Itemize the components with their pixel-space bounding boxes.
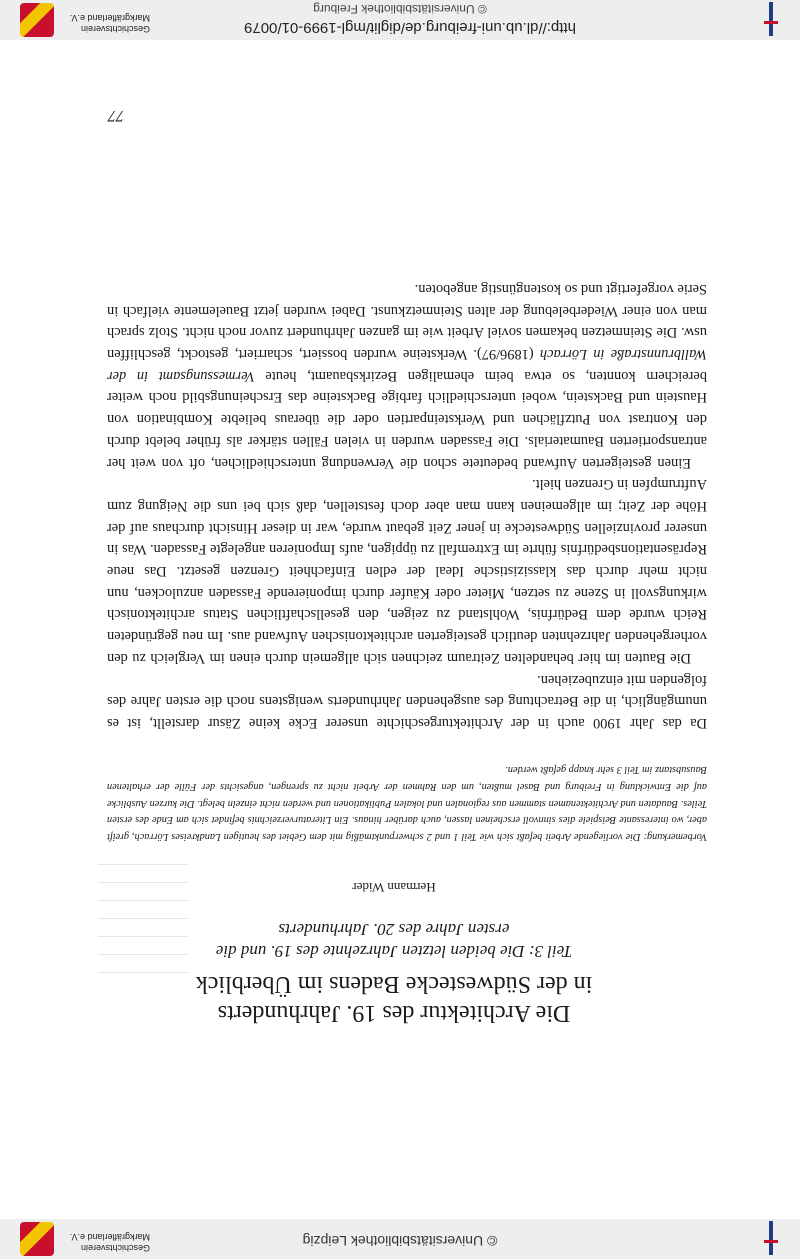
preface-note: Vorbemerkung: Die vorliegende Arbeit befaßt sich wie Teil 1 und 2 schwerpunktmäßig mit dem Gebiet des heutigen Landkreises Lörrach, greift aber, wo interessante Beispiele dies sinnvoll erscheinen lassen, auch darüber hinaus. Ein Literaturverzeichnis befindet sich am Ende des ersten Teiles. Baudaten und Architektenamen stammen aus regionalen und lokalen Publikationen und werden nicht einzeln belegt. Die kurzen Ausblicke auf die Entwicklung in Freiburg und Basel mußten, um den Rahmen der Arbeit nicht zu sprengen, angesichts der Fülle der erhaltenen Bausubstanz im Teil 3 sehr knapp gefaßt werden. [107, 764, 707, 842]
article-title: Die Architektur des 19. Jahrhunderts in der Südwestecke Badens im Überblick [195, 971, 593, 1026]
page-number: 77 [108, 107, 124, 124]
header-band [0, 1219, 800, 1259]
bleed-through-shadow [98, 864, 188, 974]
article-body [107, 277, 707, 733]
page-url[interactable]: http://dl.ub.uni-freiburg.de/diglit/mgl-1999-01/0079 [244, 19, 576, 36]
society-name: Geschichtsverein Markgräflerland e.V. [69, 1232, 150, 1253]
library-logo-icon [764, 1221, 778, 1255]
author-name: Hermann Wider [352, 880, 436, 895]
paragraph-2: Die Bauten im hier behandelten Zeitraum zeichnen sich allgemein durch einen im Vergleich zu den vorhergehenden Jahrzehnten deutlich gesteigerten architektonischen Aufwand aus. Im neu gegründeten Reich wurde dem Bedürfnis, Wohlstand zu zeigen, den gesellschaftlichen Status architektonisch wirkungsvoll in Szene zu setzen, Mieter oder Käufer durch imponierende Fassaden anzulocken, nun nicht mehr durch das klassizistische Ideal der edlen Einfachheit Grenzen gesetzt. Das neue Repräsentationsbedürfnis führte im Extremfall zu üppigen, aufs Imponieren angelegte Fassaden. Was in unserer provinziellen Südwestecke in jener Zeit gebaut wurde, war in dieser Hinsicht durchaus auf der Höhe der Zeit; im allgemeinen kann man aber doch feststellen, daß sich bei uns die Neigung zum Auftrumpfen in Grenzen hielt. [107, 476, 707, 666]
society-crest-icon [20, 1222, 54, 1256]
paragraph-1: Da das Jahr 1900 auch in der Architekturgeschichte unserer Ecke keine Zäsur darstellt, ist es unumgänglich, in die Betrachtung des ausgehenden Jahrhunderts wenigstens noch die ersten Jahre des folgenden mit einzubeziehen. [107, 671, 707, 731]
footer-band [0, 0, 800, 40]
provider-credit: © Universitätsbibliothek Leipzig [302, 1233, 498, 1249]
provider-credit: © Universitätsbibliothek Freiburg [313, 2, 487, 16]
article-subtitle: Teil 3: Die beiden letzten Jahrzehnte des 19. und die ersten Jahre des 20. Jahrhunderts [215, 920, 573, 961]
society-name: Geschichtsverein Markgräflerland e.V. [69, 13, 150, 34]
paragraph-3: Einen gesteigerten Aufwand bedeutete schon die Verwendung unterschiedlichen, oft von weit her antransportierten Baumaterials. Die Fassaden wurden in vielen Fällen stärker als früher belebt durch den Kontrast von Putzflächen und Werksteinpartien oder die überaus beliebte Kombination von Haustein und Backstein, wobei unterschiedlich farbige Backsteine das Erscheinungsbild noch weiter bereichern konnten, so etwa beim ehemaligen Bezirksbauamt, heute Vermessungsamt in der Wallbrunnstraße in Lörrach (1896/97). Werksteine wurden bossiert, scharriert, gestockt, geschliffen usw. Die Steinmetzen bekamen soviel Arbeit wie im ganzen Jahrhundert zuvor noch nicht. Stolz sprach man von einer Wiederbelebung der alten Steinmetzkunst. Dabei wurden jetzt Bauelemente vielfach in Serie vorgefertigt und so kostengünstig angeboten. [107, 280, 707, 471]
article-page [0, 40, 800, 1219]
library-logo-icon [764, 2, 778, 36]
place-reference: Vermessungsamt in der Wallbrunnstraße in Lörrach [107, 346, 707, 384]
society-crest-icon [20, 3, 54, 37]
